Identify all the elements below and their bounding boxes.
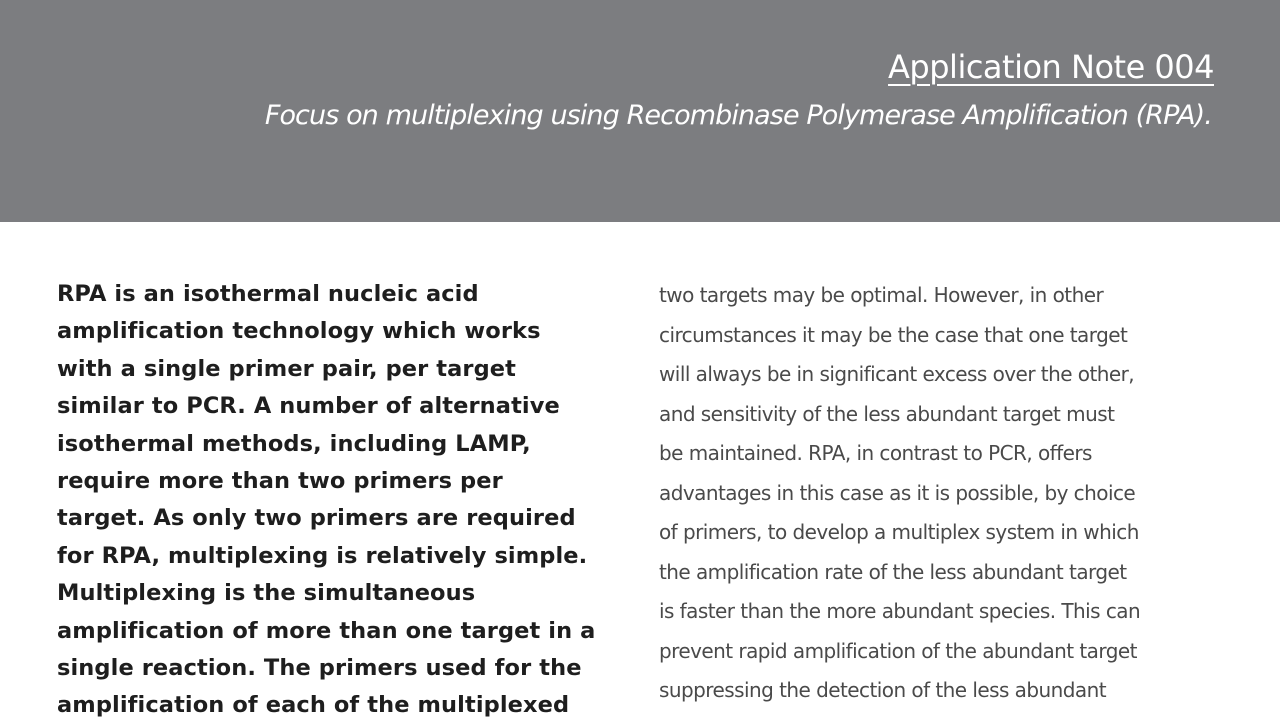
right-column-text xyxy=(659,276,1239,711)
left-text-line: target. As only two primers are required xyxy=(57,505,576,532)
left-text-line: similar to PCR. A number of alternative xyxy=(57,393,560,420)
right-text-line: the amplification rate of the less abundant target xyxy=(659,559,1127,584)
left-text-line: amplification of more than one target in a xyxy=(57,617,596,644)
left-text-line: amplification technology which works xyxy=(57,318,541,345)
right-text-line: suppressing the detection of the less abundant xyxy=(659,678,1107,702)
left-text-line: with a single primer pair, per target xyxy=(57,355,517,382)
application-note-title: Application Note 004 xyxy=(888,48,1214,86)
left-text-line: amplification of each of the multiplexed xyxy=(57,692,570,719)
left-text-line: isothermal methods, including LAMP, xyxy=(57,430,531,457)
right-text-line: is faster than the more abundant species. This can xyxy=(659,599,1141,623)
right-text-line: be maintained. RPA, in contrast to PCR, offers xyxy=(659,441,1092,465)
left-text-line: single reaction. The primers used for the xyxy=(57,655,582,682)
left-text-line: require more than two primers per xyxy=(57,468,503,495)
right-text-line: circumstances it may be the case that one target xyxy=(659,322,1128,347)
right-text-line: will always be in significant excess over the other, xyxy=(659,362,1135,386)
left-text-line: RPA is an isothermal nucleic acid xyxy=(57,281,479,307)
right-text-line: prevent rapid amplification of the abundant target xyxy=(659,638,1137,663)
left-text-line: for RPA, multiplexing is relatively simple. xyxy=(57,542,588,569)
left-text-line: Multiplexing is the simultaneous xyxy=(57,580,476,607)
application-note-subtitle: Focus on multiplexing using Recombinase Polymerase Amplification (RPA). xyxy=(264,100,1212,131)
left-column-text xyxy=(57,276,627,720)
right-text-line: and sensitivity of the less abundant target must xyxy=(659,401,1115,426)
right-text-line: advantages in this case as it is possible, by choice xyxy=(659,480,1136,505)
right-text-line: of primers, to develop a multiplex system in which xyxy=(659,520,1139,544)
right-text-line: two targets may be optimal. However, in other xyxy=(659,283,1104,307)
header-band xyxy=(0,0,1280,222)
